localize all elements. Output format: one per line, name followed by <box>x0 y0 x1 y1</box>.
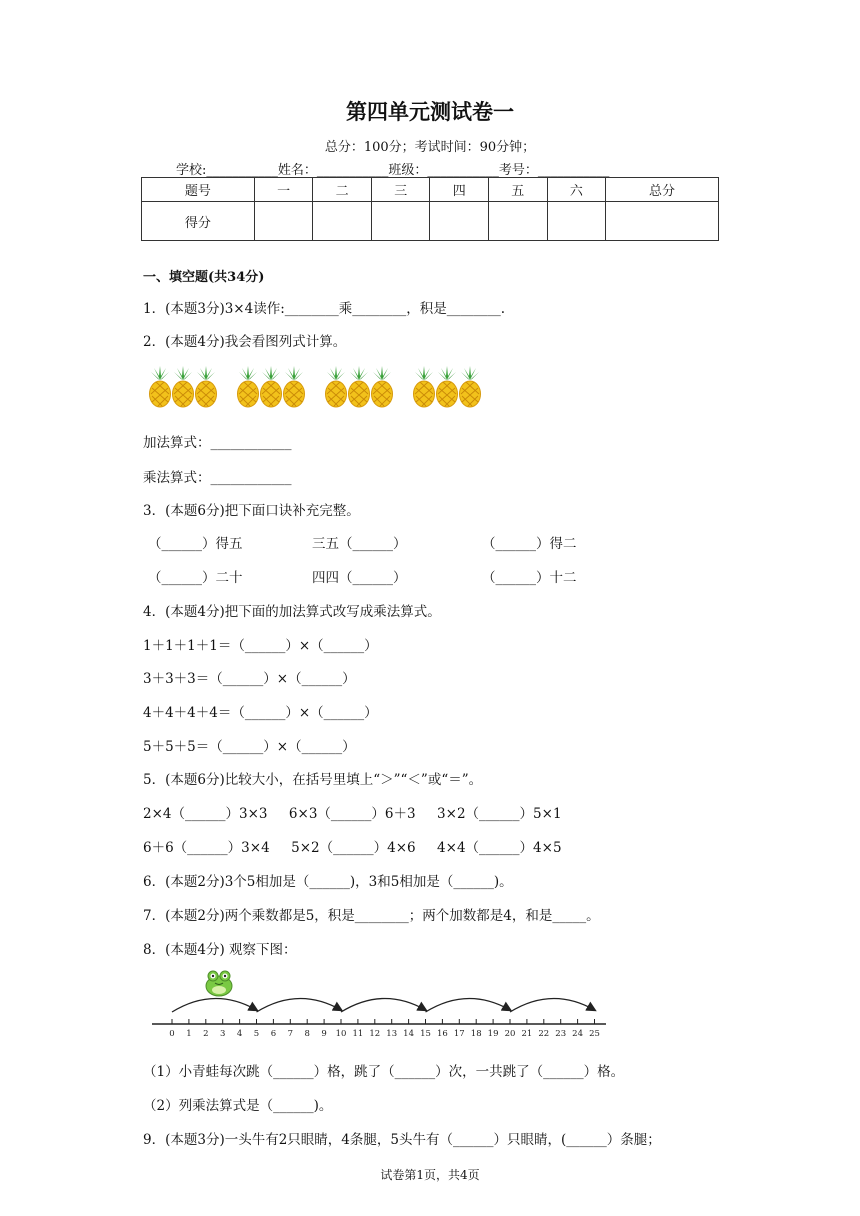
frog-icon <box>206 971 232 996</box>
question-2: 2．(本题4分)我会看图列式计算。 <box>143 334 347 350</box>
question-3: 3．(本题6分)把下面口诀补充完整。 <box>143 503 360 519</box>
pineapple-icon <box>458 366 482 408</box>
q3-blank: 三五（______） <box>312 536 407 552</box>
question-4: 4．(本题4分)把下面的加法算式改写成乘法算式。 <box>143 604 441 620</box>
score-header-cell: 二 <box>313 178 372 202</box>
pineapple-icon <box>236 366 260 408</box>
number-line-tick-label: 17 <box>453 1029 465 1039</box>
q8-part-1: （1）小青蛙每次跳（______）格，跳了（______）次，一共跳了（______）格。 <box>143 1064 625 1080</box>
pineapple-icon <box>370 366 394 408</box>
number-line-tick-label: 3 <box>219 1029 226 1039</box>
q3-blank: （______）得二 <box>482 536 577 552</box>
pineapple-icon <box>324 366 348 408</box>
jump-arrow <box>172 998 257 1012</box>
question-5: 5．(本题6分)比较大小，在括号里填上“＞”“＜”或“＝”。 <box>143 772 483 788</box>
exam-subtitle: 总分：100分；考试时间：90分钟； <box>324 140 536 155</box>
score-header-cell: 五 <box>489 178 548 202</box>
q5-line: 6＋6（______）3×4 5×2（______）4×6 4×4（______）4×5 <box>143 840 562 856</box>
q3-blank: （______）得五 <box>148 536 243 552</box>
number-line-tick-label: 16 <box>436 1029 448 1039</box>
number-line-tick-label: 5 <box>253 1029 260 1039</box>
question-8: 8．(本题4分) 观察下图： <box>143 942 297 958</box>
page-title: 第四单元测试卷一 <box>346 100 514 124</box>
student-info-line: 学校:___________姓名：___________班级：___________考号：___________ <box>176 163 610 178</box>
score-table-header-row <box>142 178 719 202</box>
number-line-tick-label: 2 <box>203 1029 209 1039</box>
score-cell[interactable] <box>547 202 606 241</box>
q2-addition-line: 加法算式：____________ <box>143 435 292 451</box>
pineapple-icon <box>259 366 283 408</box>
number-line-tick-label: 1 <box>186 1029 192 1039</box>
score-header-cell: 一 <box>254 178 313 202</box>
score-table <box>141 177 719 241</box>
pineapple-icon <box>194 366 218 408</box>
score-cell[interactable] <box>254 202 313 241</box>
q3-blank: （______）二十 <box>148 570 243 586</box>
score-cell[interactable] <box>489 202 548 241</box>
jump-arrow <box>341 998 426 1012</box>
score-header-cell: 题号 <box>142 178 255 202</box>
pineapple-icon <box>435 366 459 408</box>
score-cell[interactable] <box>313 202 372 241</box>
score-header-cell: 总分 <box>606 178 719 202</box>
number-line-tick-label: 22 <box>538 1029 550 1039</box>
q2-multiplication-line: 乘法算式：____________ <box>143 470 292 486</box>
number-line-tick-label: 24 <box>572 1029 584 1039</box>
pineapple-icon <box>412 366 436 408</box>
question-7: 7．(本题2分)两个乘数都是5，积是________；两个加数都是4，和是_____。 <box>143 908 600 924</box>
score-header-cell: 四 <box>430 178 489 202</box>
score-cell[interactable] <box>430 202 489 241</box>
score-cell[interactable] <box>371 202 430 241</box>
q8-part-2: （2）列乘法算式是（______)。 <box>143 1098 333 1114</box>
pineapple-icon <box>148 366 172 408</box>
number-line-tick-label: 0 <box>169 1029 175 1039</box>
score-cell[interactable] <box>606 202 719 241</box>
question-9: 9．(本题3分)一头牛有2只眼睛，4条腿，5头牛有（______）只眼睛，(______）条腿； <box>143 1132 661 1148</box>
number-line-tick-label: 25 <box>589 1029 600 1039</box>
number-line-tick-label: 15 <box>420 1029 431 1039</box>
score-table-score-row <box>142 202 719 241</box>
jump-arrow <box>510 998 595 1012</box>
number-line-tick-label: 12 <box>369 1029 381 1039</box>
number-line-tick-label: 18 <box>470 1029 482 1039</box>
number-line-tick-label: 9 <box>321 1029 327 1039</box>
number-line-tick-label: 23 <box>555 1029 567 1039</box>
score-row-label: 得分 <box>142 202 255 241</box>
jump-arrow <box>257 998 342 1012</box>
q3-blank: （______）十二 <box>482 570 577 586</box>
score-header-cell: 三 <box>371 178 430 202</box>
q4-line: 5＋5＋5＝（______）×（______） <box>143 739 356 755</box>
question-1: 1．(本题3分)3×4读作:________乘________，积是________. <box>143 301 506 317</box>
number-line-tick-label: 19 <box>487 1029 499 1039</box>
number-line-figure <box>0 962 860 1042</box>
number-line-tick-label: 6 <box>270 1029 277 1039</box>
score-header-cell: 六 <box>547 178 606 202</box>
number-line-tick-label: 20 <box>504 1029 516 1039</box>
number-line-tick-label: 4 <box>236 1029 243 1039</box>
number-line-tick-label: 10 <box>335 1029 347 1039</box>
number-line-tick-label: 21 <box>521 1029 533 1039</box>
q4-line: 1＋1＋1＋1＝（______）×（______） <box>143 638 378 654</box>
question-6: 6．(本题2分)3个5相加是（______)，3和5相加是（______)。 <box>143 874 513 890</box>
number-line-tick-label: 7 <box>287 1029 294 1039</box>
q5-line: 2×4（______）3×3 6×3（______）6＋3 3×2（______）5×1 <box>143 806 562 822</box>
pineapple-icon <box>282 366 306 408</box>
jump-arrow <box>426 998 511 1012</box>
number-line-tick-label: 8 <box>304 1029 310 1039</box>
q4-line: 3＋3＋3＝（______）×（______） <box>143 671 356 687</box>
section-heading-fill-blank: 一、填空题(共34分) <box>143 270 265 285</box>
page-footer: 试卷第1页，共4页 <box>380 1168 480 1182</box>
number-line-tick-label: 13 <box>386 1029 398 1039</box>
q3-blank: 四四（______） <box>312 570 407 586</box>
pineapple-icon <box>347 366 371 408</box>
number-line-tick-label: 11 <box>352 1029 364 1039</box>
pineapple-icon <box>171 366 195 408</box>
q4-line: 4＋4＋4＋4＝（______）×（______） <box>143 705 378 721</box>
number-line-tick-label: 14 <box>403 1029 415 1039</box>
